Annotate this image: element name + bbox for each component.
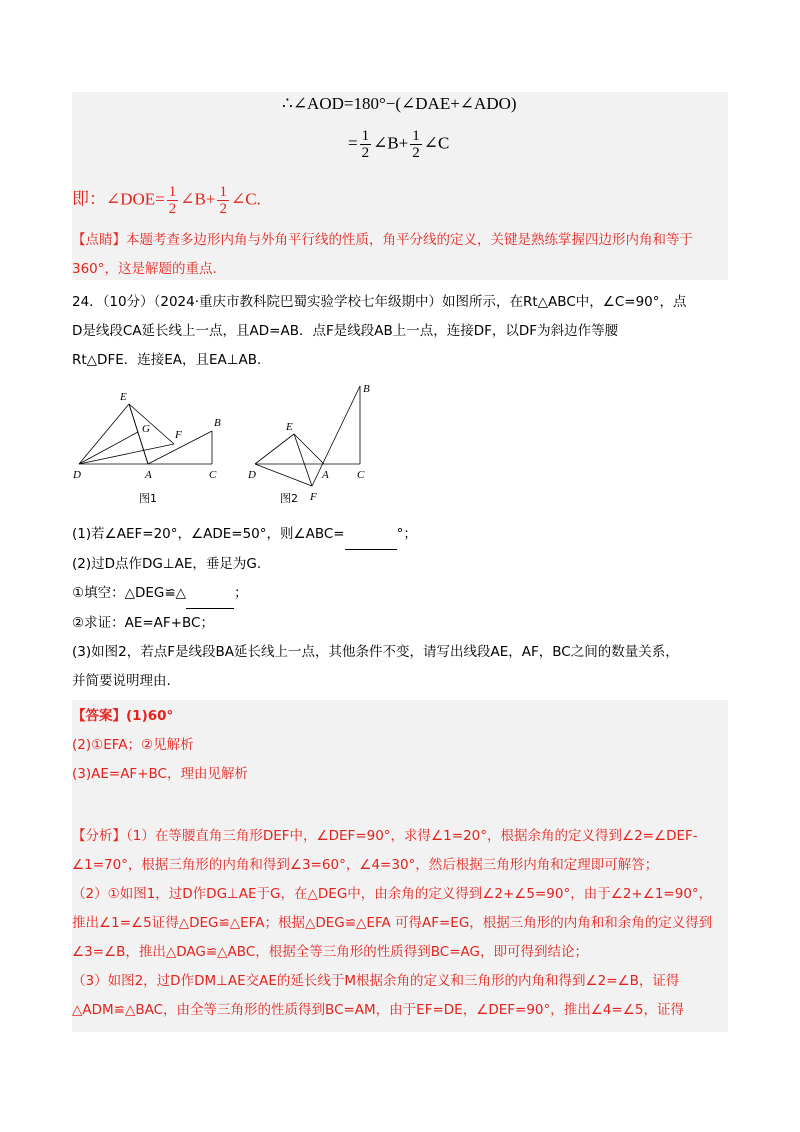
- fig1-label-F: F: [175, 429, 182, 441]
- conclusion-end: ∠C.: [230, 189, 261, 209]
- fig2-label-A: A: [322, 469, 329, 481]
- fraction-half: $\frac{1}{2}$: [412, 128, 420, 161]
- eq2-end: ∠C: [423, 133, 450, 153]
- subquestions: [72, 520, 728, 696]
- answer-line-1: 【答案】(1)60°: [72, 708, 174, 724]
- figure-1-labels: [72, 391, 221, 481]
- equation-line-1: ∴∠AOD=180°−(∠DAE+∠ADO): [282, 94, 517, 113]
- analysis-line-1: 【分析】（1）在等腰直角三角形DEF中，∠DEF=90°，求得∠1=20°，根据余角的定义得到∠2=∠DEF-: [72, 828, 698, 844]
- fig2-label-F: F: [310, 491, 317, 503]
- answer-blank-1[interactable]: [345, 520, 397, 550]
- fig2-label-D: D: [248, 469, 256, 481]
- fig1-label-A: A: [145, 469, 152, 481]
- eq2-prefix: =: [348, 133, 358, 153]
- part-3-line-2: 并简要说明理由.: [72, 673, 171, 689]
- part-2a-text: ①填空：△DEG≌△: [72, 585, 187, 601]
- part-1-suffix: °；: [396, 526, 417, 542]
- fig2-label-E: E: [286, 421, 293, 433]
- analysis-line-2: ∠1=70°，根据三角形的内角和得到∠3=60°，∠4=30°，然后根据三角形内角和定理即可解答；: [72, 857, 659, 873]
- fraction-half: $\frac{1}{2}$: [219, 184, 227, 217]
- conclusion-line: [72, 184, 261, 217]
- answer-line-3: (3)AE=AF+BC，理由见解析: [72, 766, 248, 782]
- fig1-label-C: C: [209, 469, 217, 481]
- part-2b: ②求证：AE=AF+BC；: [72, 615, 214, 631]
- analysis-line-4: 推出∠1=∠5证得△DEG≌△EFA；根据△DEG≌△EFA 可得AF=EG，根据三角形的内角和和余角的定义得到: [72, 915, 713, 931]
- analysis-line-7: △ADM≌△BAC，由全等三角形的性质得到BC=AM，由于EF=DE，∠DEF=90°，推出∠4=∠5，证得: [72, 1002, 684, 1018]
- part-2: (2)过D点作DG⊥AE，垂足为G.: [72, 556, 262, 572]
- equation-line-2: [348, 128, 449, 161]
- geometry-figures: [72, 384, 392, 514]
- eq2-mid: ∠B+: [373, 133, 409, 153]
- answer-line-2: (2)①EFA；②见解析: [72, 737, 194, 753]
- solution-continuation: [72, 92, 728, 280]
- fig1-label-G: G: [142, 423, 150, 435]
- document-page: [72, 92, 728, 1018]
- part-1-text: (1)若∠AEF=20°，∠ADE=50°，则∠ABC=: [72, 526, 345, 542]
- figure-1-caption: 图1: [139, 492, 157, 505]
- fig1-label-D: D: [73, 469, 81, 481]
- fraction-half: $\frac{1}{2}$: [168, 184, 177, 217]
- dianjing-line-2: 360°，这是解题的重点.: [72, 261, 217, 277]
- question-line-2: D是线段CA延长线上一点，且AD=AB．点F是线段AB上一点，连接DF，以DF为斜边作等腰: [72, 323, 619, 339]
- fig2-label-C: C: [357, 469, 365, 481]
- answer-block: [72, 700, 728, 1032]
- conclusion-mid: ∠B+: [180, 189, 216, 209]
- figure-2-caption: 图2: [280, 492, 298, 505]
- question-line-1: 24．（10分）（2024·重庆市教科院巴蜀实验学校七年级期中）如图所示，在Rt△ABC中，∠C=90°，点: [72, 294, 687, 310]
- conclusion-prefix: 即：∠DOE=: [72, 189, 165, 209]
- fig1-label-B: B: [214, 417, 221, 429]
- analysis-line-3: （2）①如图1，过D作DG⊥AE于G，在△DEG中，由余角的定义得到∠2+∠5=90°，由于∠2+∠1=90°，: [72, 886, 713, 902]
- analysis-line-6: （3）如图2，过D作DM⊥AE交AE的延长线于M根据余角的定义和三角形的内角和得到∠2=∠B，证得: [72, 973, 680, 989]
- part-1: [72, 520, 728, 550]
- answer-blank-2[interactable]: [186, 579, 234, 609]
- fig2-label-B: B: [363, 384, 370, 395]
- part-3-line-1: (3)如图2，若点F是线段BA延长线上一点，其他条件不变，请写出线段AE，AF，BC之间的数量关系，: [72, 644, 679, 660]
- dianjing-line-1: 【点睛】本题考查多边形内角与外角平行线的性质，角平分线的定义，关键是熟练掌握四边形内角和等于: [72, 232, 693, 248]
- fraction-half: $\frac{1}{2}$: [361, 128, 370, 161]
- figure-2-labels: [247, 384, 370, 503]
- part-2a: [72, 579, 728, 609]
- figure-2: [255, 386, 360, 486]
- fig1-label-E: E: [120, 391, 127, 403]
- part-2a-suffix: ；: [234, 585, 248, 601]
- question-block: [72, 288, 728, 375]
- question-line-3: Rt△DFE．连接EA，且EA⊥AB．: [72, 352, 271, 368]
- analysis-line-5: ∠3=∠B，推出△DAG≌△ABC，根据全等三角形的性质得到BC=AG，即可得到结论；: [72, 944, 588, 960]
